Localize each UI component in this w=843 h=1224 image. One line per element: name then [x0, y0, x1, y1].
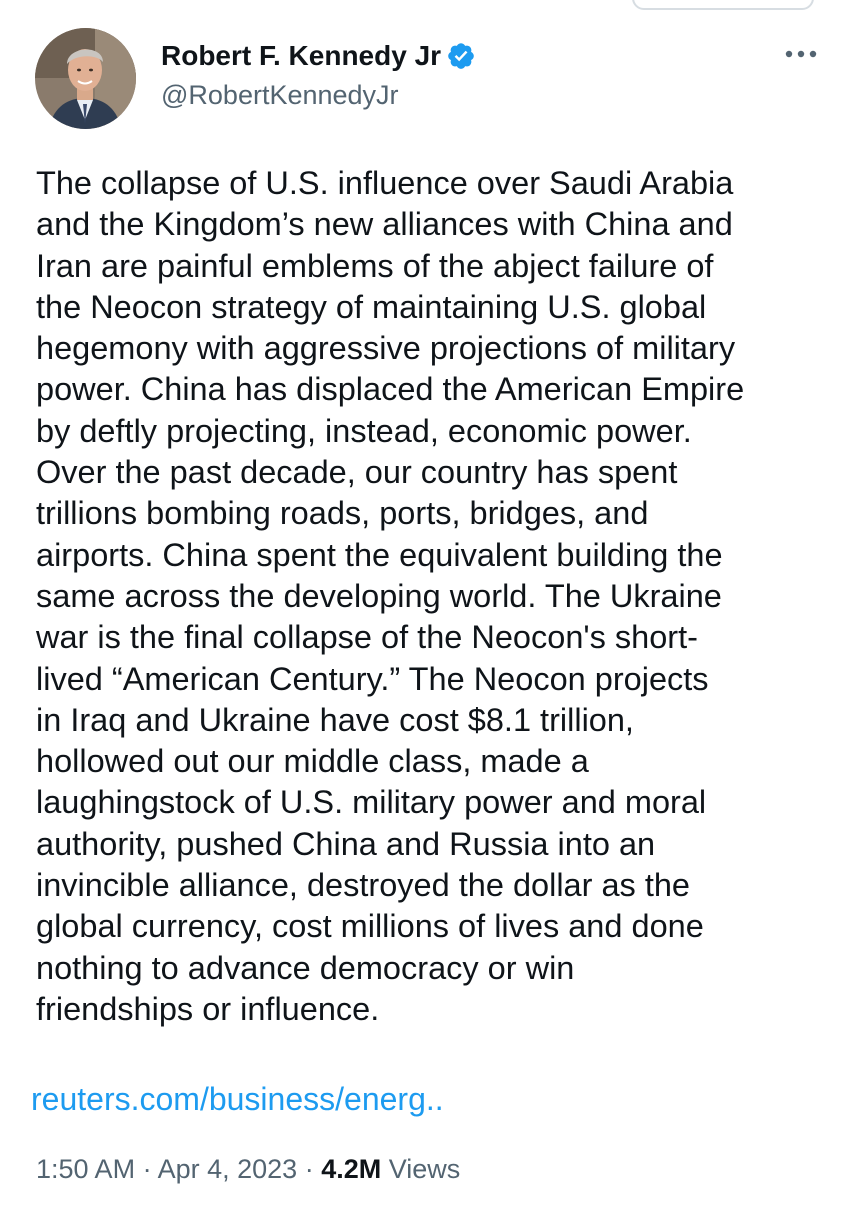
tweet-line: war is the final collapse of the Neocon's short-: [36, 619, 698, 656]
tweet-line: friendships or influence.: [36, 990, 380, 1027]
tweet-line: in Iraq and Ukraine have cost $8.1 trillion,: [36, 701, 634, 738]
author-handle[interactable]: @RobertKennedyJr: [161, 80, 399, 110]
tweet-line: hegemony with aggressive projections of military: [36, 330, 736, 367]
article-link[interactable]: reuters.com/business/energ..: [31, 1081, 444, 1117]
verified-badge-icon: [446, 41, 476, 71]
tweet-line: Over the past decade, our country has spent: [36, 454, 678, 491]
tweet-line: The collapse of U.S. influence over Saudi Arabia: [36, 165, 734, 201]
tweet-line: and the Kingdom’s new alliances with China and: [36, 206, 733, 243]
tweet-text: [36, 163, 831, 1030]
display-name[interactable]: Robert F. Kennedy Jr: [161, 40, 442, 71]
meta-separator: ·: [135, 1154, 158, 1184]
tweet-line: hollowed out our middle class, made a: [36, 743, 589, 780]
tweet-line: authority, pushed China and Russia into an: [36, 825, 656, 862]
tweet-meta: [36, 1154, 460, 1185]
tweet-line: airports. China spent the equivalent building the: [36, 536, 723, 573]
meta-separator: ·: [297, 1154, 322, 1184]
tweet-line: laughingstock of U.S. military power and moral: [36, 784, 707, 821]
author-name-row[interactable]: [161, 38, 476, 74]
tweet-line: trillions bombing roads, ports, bridges, and: [36, 495, 649, 532]
views-count[interactable]: 4.2M: [321, 1154, 382, 1184]
tweet-line: global currency, cost millions of lives and done: [36, 908, 704, 945]
top-pill-edge: [632, 0, 814, 10]
tweet-line: by deftly projecting, instead, economic power.: [36, 412, 692, 449]
tweet-line: same across the developing world. The Ukraine: [36, 577, 722, 614]
tweet-line: nothing to advance democracy or win: [36, 949, 575, 986]
tweet-time[interactable]: 1:50 AM: [36, 1154, 136, 1184]
tweet-line: Iran are painful emblems of the abject failure of: [36, 247, 714, 284]
tweet-date[interactable]: Apr 4, 2023: [157, 1154, 298, 1184]
tweet-line: the Neocon strategy of maintaining U.S. global: [36, 288, 707, 325]
tweet-line: power. China has displaced the American Empire: [36, 371, 745, 408]
avatar[interactable]: [35, 28, 136, 129]
tweet-line: invincible alliance, destroyed the dollar as the: [36, 867, 690, 904]
more-options-icon[interactable]: [783, 44, 819, 64]
tweet-line: lived “American Century.” The Neocon projects: [36, 660, 709, 697]
views-label[interactable]: Views: [381, 1154, 461, 1184]
